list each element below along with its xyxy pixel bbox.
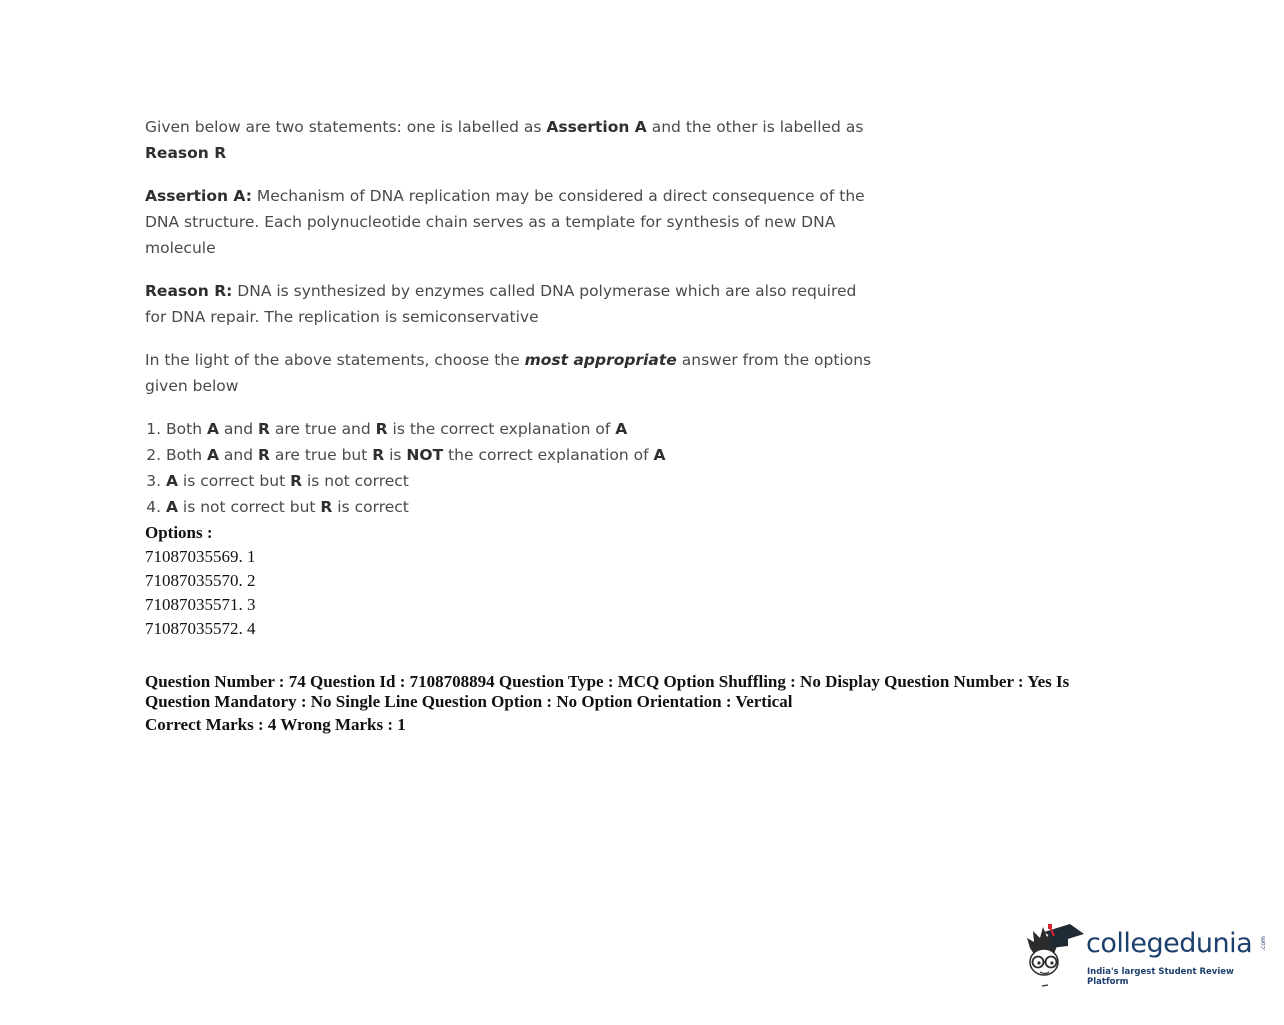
reason-text: DNA is synthesized by enzymes called DNA polymerase which are also required for DNA repair. The replication is semiconservative [145,282,857,326]
instruction-text: In the light of the above statements, choose the [145,351,525,369]
option-id: 71087035571. 3 [145,595,256,614]
reason-paragraph [145,278,875,330]
options-heading: Options : [145,523,213,542]
question-block [145,114,875,520]
choice-item: 4. A is not correct but R is correct [166,494,875,520]
mascot-icon [1024,918,1086,990]
intro-paragraph [145,114,875,166]
assertion-paragraph [145,183,875,261]
options-list [145,521,256,641]
intro-text: Given below are two statements: one is labelled as [145,118,547,136]
reason-label: Reason R: [145,282,233,300]
question-meta [145,672,1105,735]
intro-bold: Assertion A [546,118,647,136]
intro-text: and the other is labelled as [646,118,864,136]
meta-line: Correct Marks : 4 Wrong Marks : 1 [145,715,406,734]
option-id: 71087035570. 2 [145,571,256,590]
brand-name: collegedunia [1086,928,1253,959]
assertion-label: Assertion A: [145,187,252,205]
option-id: 71087035572. 4 [145,619,256,638]
meta-line: Question Mandatory : No Single Line Question Option : No Option Orientation : Vertical [145,692,793,711]
instruction-paragraph [145,347,875,399]
brand-domain: .com [1259,936,1267,951]
instruction-emphasis: most appropriate [524,351,677,369]
instruction-text: answer from the options given below [145,351,872,395]
collegedunia-logo [1024,918,1267,990]
brand-tagline: India's largest Student Review Platform [1087,967,1234,987]
choice-item: 1. Both A and R are true and R is the correct explanation of A [166,416,875,442]
option-id: 71087035569. 1 [145,547,256,566]
meta-line: Question Number : 74 Question Id : 7108708894 Question Type : MCQ Option Shuffling : No Display Question Number : Yes Is [145,672,1070,691]
choice-item: 2. Both A and R are true but R is NOT the correct explanation of A [166,442,875,468]
intro-bold: Reason R [145,144,227,162]
assertion-text: Mechanism of DNA replication may be considered a direct consequence of the DNA structure. Each polynucleotide chain serves as a template for synthesis of new DNA molecule [145,187,865,257]
choice-list [145,416,875,520]
choice-item: 3. A is correct but R is not correct [166,468,875,494]
